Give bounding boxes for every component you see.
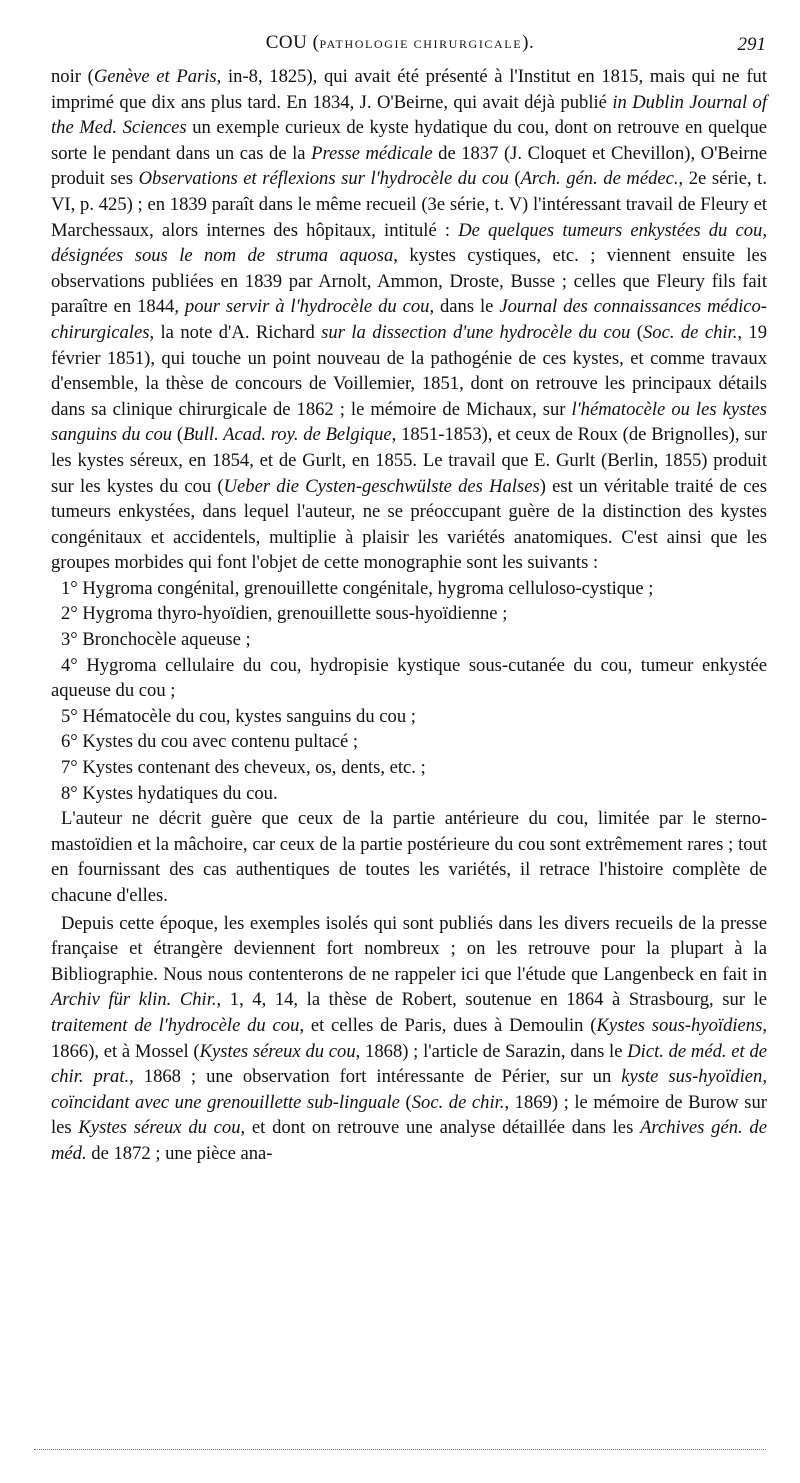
- italic-run: Kystes séreux du cou: [199, 1040, 356, 1062]
- list-item: 8° Kystes hydatiques du cou.: [61, 782, 278, 804]
- text-run: noir (: [51, 66, 94, 87]
- text-run: , 1868) ; l'article de Sarazin, dans le: [355, 1040, 628, 1062]
- italic-run: Arch. gén. de médec.: [520, 168, 679, 190]
- text-run: (: [508, 168, 521, 190]
- italic-run: Journal des connaissances médico-chirurgicales: [51, 296, 767, 343]
- list-item: 6° Kystes du cou avec contenu pultacé ;: [61, 731, 359, 753]
- list-item: 3° Bronchocèle aqueuse ;: [61, 629, 251, 651]
- list-item: 7° Kystes contenant des cheveux, os, dents, etc. ;: [61, 757, 426, 779]
- text-run: de 1872 ; une pièce ana-: [86, 1142, 273, 1164]
- text-run: ) est un véritable traité de ces tumeurs enkystées, dans lequel l'auteur, ne se préoccupant guère de la distinction des kystes congénitaux et accidentels, multiplie à plaisir les variétés anatomiques. C'est ainsi que les groupes morbides qui font l'objet de cette monographie sont les suivants :: [51, 475, 767, 574]
- paragraph: [51, 806, 767, 908]
- italic-run: Bull. Acad. roy. de Belgique: [183, 424, 392, 446]
- italic-run: Kystes sous-hyoïdiens: [596, 1014, 763, 1036]
- italic-run: l'hématocèle ou les kystes sanguins du cou: [51, 398, 767, 446]
- running-title-main: COU (: [265, 32, 320, 53]
- body-text: [51, 64, 767, 1167]
- running-title-smallcaps: PATHOLOGIE CHIRURGICALE: [319, 37, 523, 51]
- italic-run: Soc. de chir.: [642, 321, 738, 343]
- text-run: , 2e série, t. VI, p. 425) ; en 1839 paraît dans le même recueil (3e série, t. V) l'intéressant travail de Fleury et Marchessaux, alors internes des hôpitaux, intitulé :: [51, 168, 767, 241]
- footer-rule: [34, 1449, 766, 1450]
- text-run: , et dont on retrouve une analyse détaillée dans les: [240, 1117, 641, 1139]
- text-run: , dans le: [429, 296, 500, 318]
- italic-run: kyste sus-hyoïdien, coïncidant avec une grenouillette sub-linguale: [51, 1066, 767, 1113]
- running-head: [0, 30, 800, 58]
- text-run: , la note d'A. Richard: [149, 321, 322, 343]
- italic-run: Ueber die Cysten-geschwülste des Halses: [223, 475, 540, 497]
- running-title-end: ).: [522, 32, 535, 53]
- text-run: Depuis cette époque, les exemples isolés qui sont publiés dans les divers recueils de la presse française et étrangère deviennent fort nombreux ; on les retrouve pour la plupart à la Bibliographie. Nous nous contenterons de ne rappeler ici que l'étude que Langenbeck en fait in: [51, 912, 767, 985]
- italic-run: Archiv für klin. Chir.: [51, 989, 217, 1011]
- italic-run: De quelques tumeurs enkystées du cou, désignées sous le nom de struma aquosa: [51, 219, 767, 267]
- text-run: L'auteur ne décrit guère que ceux de la partie antérieure du cou, limitée par le sterno-mastoïdien et la mâchoire, car ceux de la partie postérieure du cou sont extrêmement rares ; tout en fournissant des cas authentiques de toutes les variétés, il retrace l'histoire complète de chacune d'elles.: [51, 808, 767, 906]
- text-run: , et celles de Paris, dues à Demoulin (: [299, 1014, 597, 1036]
- italic-run: in Dublin Journal of the Med. Sciences: [51, 91, 767, 139]
- italic-run: Presse médicale: [311, 142, 433, 164]
- list-item: 4° Hygroma cellulaire du cou, hydropisie kystique sous-cutanée du cou, tumeur enkystée aqueuse du cou ;: [51, 654, 767, 702]
- text-run: (: [399, 1091, 412, 1113]
- text-run: , 1851-1853), et ceux de Roux (de Brignolles), sur les kystes séreux, en 1854, et de Gurlt, en 1855. Le travail que E. Gurlt (Berlin, 1855) produit sur les kystes du cou (: [51, 424, 767, 497]
- text-run: , 19 février 1851), qui touche un point nouveau de la pathogénie de ces kystes, et comme travaux d'ensemble, la thèse de concours de Voillemier, 1851, dont on retrouve les principaux détails dans sa clinique chirurgicale de 1862 ; le mémoire de Michaux, sur: [51, 321, 768, 420]
- italic-run: Dict. de méd. et de chir. prat.: [51, 1040, 767, 1088]
- list-item: 2° Hygroma thyro-hyoïdien, grenouillette sous-hyoïdienne ;: [61, 603, 508, 625]
- text-run: , 1, 4, 14, la thèse de Robert, soutenue en 1864 à Strasbourg, sur le: [216, 989, 768, 1011]
- text-run: de 1837 (J. Cloquet et Chevillon), O'Beirne produit ses: [51, 142, 767, 190]
- paragraph: [51, 911, 767, 1167]
- text-run: un exemple curieux de kyste hydatique du cou, dont on retrouve en quelque sorte le pendant dans un cas de la: [51, 117, 767, 164]
- morbid-groups-list: [51, 576, 767, 806]
- text-run: , 1866), et à Mossel (: [51, 1014, 767, 1062]
- italic-run: Genève et Paris: [93, 66, 217, 87]
- text-run: , kystes cystiques, etc. ; viennent ensuite les observations publiées en 1839 par Arnolt, Ammon, Droste, Busse ; celles que Fleury fils fait paraître en 1844,: [51, 245, 767, 318]
- text-run: , 1869) ; le mémoire de Burow sur les: [51, 1091, 767, 1139]
- italic-run: pour servir à l'hydrocèle du cou: [184, 296, 430, 318]
- italic-run: Soc. de chir.: [411, 1091, 505, 1113]
- italic-run: traitement de l'hydrocèle du cou: [51, 1014, 300, 1036]
- text-run: , in-8, 1825), qui avait été présenté à l'Institut en 1815, mais qui ne fut imprimé que dix ans plus tard. En 1834, J. O'Beirne, qui avait déjà publié: [51, 66, 767, 113]
- text-run: , 1868 ; une observation fort intéressante de Périer, sur un: [129, 1066, 622, 1088]
- italic-run: Archives gén. de méd.: [51, 1117, 767, 1164]
- italic-run: Observations et réflexions sur l'hydrocèle du cou: [138, 168, 509, 190]
- italic-run: Kystes séreux du cou: [78, 1117, 241, 1139]
- list-item: 5° Hématocèle du cou, kystes sanguins du cou ;: [61, 705, 416, 727]
- running-title: [0, 32, 800, 54]
- text-run: (: [172, 424, 184, 446]
- italic-run: sur la dissection d'une hydrocèle du cou: [321, 321, 631, 343]
- page-number: 291: [737, 34, 766, 55]
- list-item: 1° Hygroma congénital, grenouillette congénitale, hygroma celluloso-cystique ;: [61, 577, 654, 599]
- paragraph-continued: [51, 64, 767, 576]
- text-run: (: [630, 321, 643, 343]
